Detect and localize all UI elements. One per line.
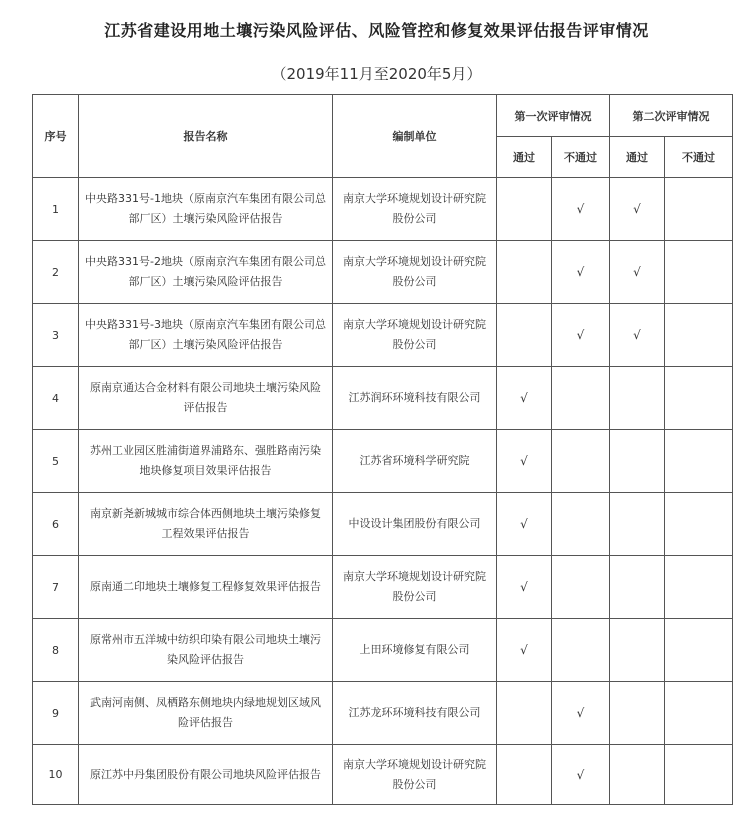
row-round1-pass <box>497 241 552 304</box>
row-round2-fail <box>665 430 733 493</box>
row-seq: 4 <box>33 367 79 430</box>
row-round1-pass <box>497 682 552 745</box>
row-seq: 1 <box>33 178 79 241</box>
table-row <box>33 682 733 745</box>
row-report-name: 原南通二印地块土壤修复工程修复效果评估报告 <box>79 556 333 619</box>
table-row <box>33 241 733 304</box>
row-seq: 10 <box>33 745 79 805</box>
row-report-name: 苏州工业园区胜浦街道界浦路东、强胜路南污染地块修复项目效果评估报告 <box>79 430 333 493</box>
row-report-name: 中央路331号-2地块（原南京汽车集团有限公司总部厂区）土壤污染风险评估报告 <box>79 241 333 304</box>
row-round1-fail <box>552 493 610 556</box>
row-round2-fail <box>665 745 733 805</box>
table-row <box>33 304 733 367</box>
row-organization: 江苏龙环环境科技有限公司 <box>333 682 497 745</box>
row-seq: 2 <box>33 241 79 304</box>
row-round1-fail <box>552 619 610 682</box>
table-row <box>33 745 733 805</box>
row-round1-fail: √ <box>552 304 610 367</box>
row-seq: 3 <box>33 304 79 367</box>
row-round2-fail <box>665 682 733 745</box>
header-round1-pass: 通过 <box>497 137 552 178</box>
row-report-name: 原江苏中丹集团股份有限公司地块风险评估报告 <box>79 745 333 805</box>
row-round1-pass: √ <box>497 430 552 493</box>
row-organization: 南京大学环境规划设计研究院股份公司 <box>333 304 497 367</box>
row-seq: 6 <box>33 493 79 556</box>
row-round1-pass: √ <box>497 493 552 556</box>
row-round1-fail: √ <box>552 682 610 745</box>
row-seq: 7 <box>33 556 79 619</box>
table-row <box>33 430 733 493</box>
table-row <box>33 367 733 430</box>
row-round1-pass <box>497 178 552 241</box>
row-round1-fail: √ <box>552 745 610 805</box>
row-report-name: 中央路331号-3地块（原南京汽车集团有限公司总部厂区）土壤污染风险评估报告 <box>79 304 333 367</box>
row-round2-fail <box>665 304 733 367</box>
row-round1-fail <box>552 556 610 619</box>
row-round2-pass <box>610 367 665 430</box>
row-report-name: 中央路331号-1地块（原南京汽车集团有限公司总部厂区）土壤污染风险评估报告 <box>79 178 333 241</box>
row-round2-pass <box>610 556 665 619</box>
header-row-1 <box>33 95 733 137</box>
row-seq: 9 <box>33 682 79 745</box>
document-title: 江苏省建设用地土壤污染风险评估、风险管控和修复效果评估报告评审情况 <box>104 21 649 40</box>
header-round1-fail: 不通过 <box>552 137 610 178</box>
row-organization: 江苏省环境科学研究院 <box>333 430 497 493</box>
header-name: 报告名称 <box>79 95 333 178</box>
row-report-name: 南京新尧新城城市综合体西侧地块土壤污染修复工程效果评估报告 <box>79 493 333 556</box>
table-row <box>33 556 733 619</box>
row-round1-fail <box>552 430 610 493</box>
table-row <box>33 178 733 241</box>
row-organization: 上田环境修复有限公司 <box>333 619 497 682</box>
header-round2-pass: 通过 <box>610 137 665 178</box>
table-row <box>33 619 733 682</box>
row-round1-pass <box>497 745 552 805</box>
row-round2-pass: √ <box>610 241 665 304</box>
row-round2-pass <box>610 682 665 745</box>
header-round2-fail: 不通过 <box>665 137 733 178</box>
row-round2-fail <box>665 493 733 556</box>
row-round2-pass: √ <box>610 304 665 367</box>
row-organization: 南京大学环境规划设计研究院股份公司 <box>333 745 497 805</box>
row-round2-pass <box>610 430 665 493</box>
row-round1-pass: √ <box>497 619 552 682</box>
row-round1-pass <box>497 304 552 367</box>
table-row <box>33 493 733 556</box>
row-organization: 南京大学环境规划设计研究院股份公司 <box>333 178 497 241</box>
row-round2-pass <box>610 619 665 682</box>
row-round1-fail: √ <box>552 241 610 304</box>
row-organization: 南京大学环境规划设计研究院股份公司 <box>333 556 497 619</box>
row-round1-pass: √ <box>497 556 552 619</box>
row-round2-fail <box>665 178 733 241</box>
row-round2-pass <box>610 745 665 805</box>
header-round1: 第一次评审情况 <box>497 95 610 137</box>
row-round2-fail <box>665 556 733 619</box>
row-report-name: 原南京通达合金材料有限公司地块土壤污染风险评估报告 <box>79 367 333 430</box>
row-report-name: 武南河南侧、凤栖路东侧地块内绿地规划区域风险评估报告 <box>79 682 333 745</box>
table-body <box>33 178 733 805</box>
row-organization: 中设设计集团股份有限公司 <box>333 493 497 556</box>
row-report-name: 原常州市五洋城中纺织印染有限公司地块土壤污染风险评估报告 <box>79 619 333 682</box>
row-round2-pass: √ <box>610 178 665 241</box>
row-round1-pass: √ <box>497 367 552 430</box>
row-round1-fail: √ <box>552 178 610 241</box>
header-org: 编制单位 <box>333 95 497 178</box>
row-organization: 南京大学环境规划设计研究院股份公司 <box>333 241 497 304</box>
row-seq: 5 <box>33 430 79 493</box>
row-round2-fail <box>665 367 733 430</box>
header-seq: 序号 <box>33 95 79 178</box>
row-seq: 8 <box>33 619 79 682</box>
row-round2-fail <box>665 241 733 304</box>
row-organization: 江苏润环环境科技有限公司 <box>333 367 497 430</box>
header-round2: 第二次评审情况 <box>610 95 733 137</box>
document-subtitle: （2019年11月至2020年5月） <box>271 65 482 83</box>
row-round2-pass <box>610 493 665 556</box>
row-round1-fail <box>552 367 610 430</box>
row-round2-fail <box>665 619 733 682</box>
review-table <box>32 94 733 805</box>
